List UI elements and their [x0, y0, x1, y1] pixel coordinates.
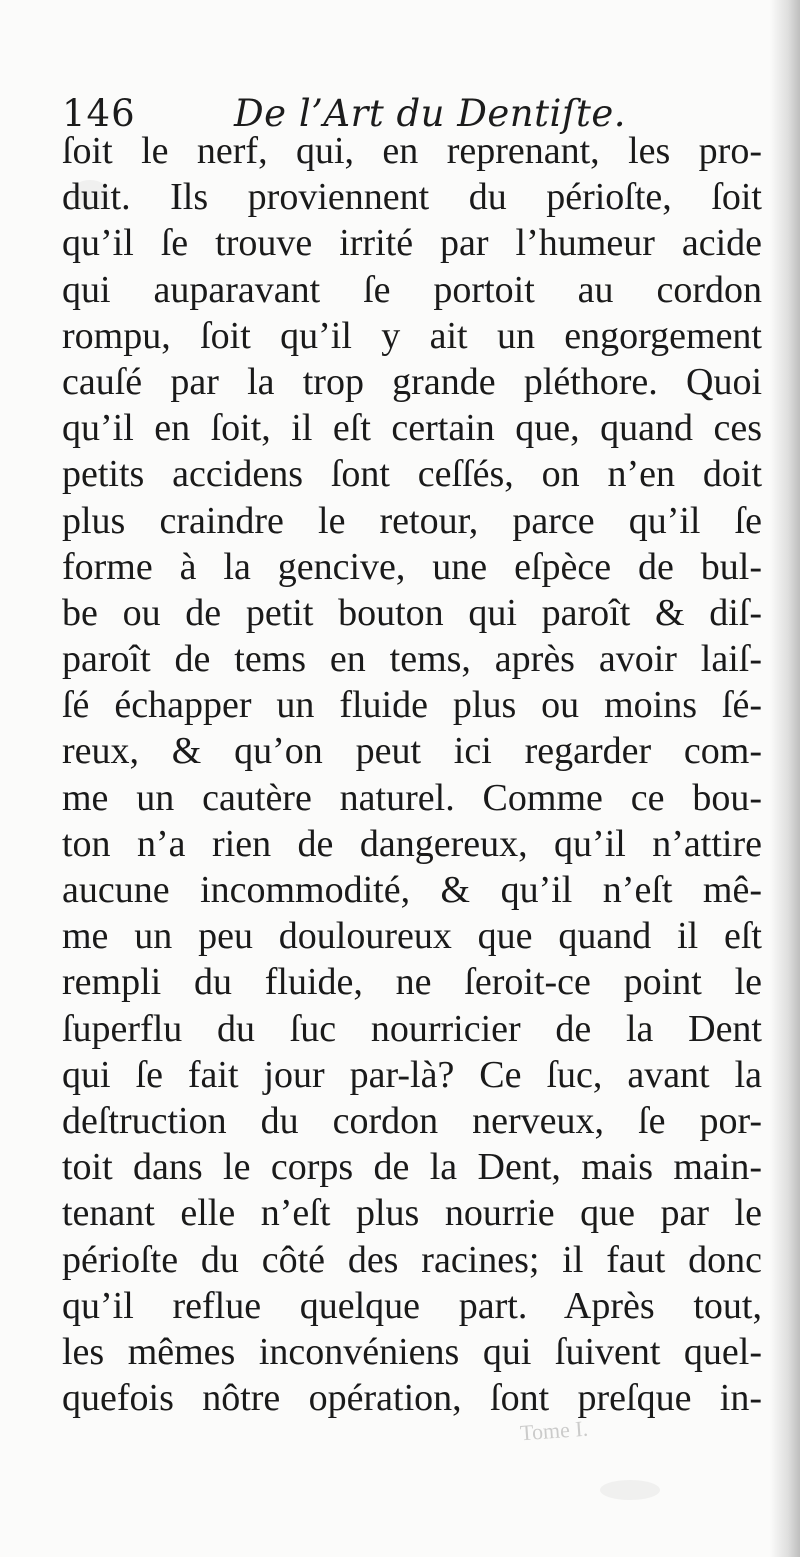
text-line: rempli du fluide, ne ſeroit-ce point le	[62, 961, 762, 1004]
text-line: petits accidens ſont ceſſés, on n’en doit	[62, 453, 762, 496]
text-line: toit dans le corps de la Dent, mais main-	[62, 1146, 762, 1189]
text-line: qu’il reflue quelque part. Après tout,	[62, 1284, 762, 1327]
text-line: me un cautère naturel. Comme ce bou-	[62, 776, 762, 819]
text-line: rompu, ſoit qu’il y ait un engorgement	[62, 314, 762, 357]
text-line: reux, & qu’on peut ici regarder com-	[62, 730, 762, 773]
text-line: duit. Ils proviennent du périoſte, ſoit	[62, 176, 762, 219]
body-text	[62, 128, 762, 1421]
text-line: périoſte du côté des racines; il faut donc	[62, 1238, 762, 1281]
text-line: qu’il ſe trouve irrité par l’humeur acide	[62, 222, 762, 265]
paper-stain	[600, 1480, 660, 1500]
text-line: plus craindre le retour, parce qu’il ſe	[62, 499, 762, 542]
text-line: ſuperflu du ſuc nourricier de la Dent	[62, 1007, 762, 1050]
text-line: aucune incommodité, & qu’il n’eſt mê-	[62, 869, 762, 911]
text-line: les mêmes inconvéniens qui ſuivent quel-	[62, 1330, 762, 1373]
text-line: qu’il en ſoit, il eſt certain que, quand ces	[62, 407, 762, 450]
bleedthrough-text: Tome I.	[519, 1415, 589, 1446]
text-line: deſtruction du cordon nerveux, ſe por-	[62, 1099, 762, 1142]
text-line: forme à la gencive, une eſpèce de bul-	[62, 545, 762, 588]
text-line: me un peu douloureux que quand il eſt	[62, 915, 762, 958]
text-line: ſé échapper un fluide plus ou moins ſé-	[62, 684, 762, 727]
text-line: quefois nôtre opération, ſont preſque in-	[62, 1377, 762, 1420]
running-title: De l’Art du Dentiſte.	[234, 92, 627, 135]
text-line: be ou de petit bouton qui paroît & diſ-	[62, 591, 762, 634]
text-line: qui auparavant ſe portoit au cordon	[62, 268, 762, 311]
text-line: qui ſe fait jour par-là? Ce ſuc, avant la	[62, 1053, 762, 1096]
page-number: 146	[62, 92, 136, 135]
page-edge-shadow	[770, 0, 800, 1557]
text-line: ſoit le nerf, qui, en reprenant, les pro-	[62, 130, 762, 172]
text-line: paroît de tems en tems, après avoir laiſ-	[62, 638, 762, 681]
text-line: cauſé par la trop grande pléthore. Quoi	[62, 360, 762, 403]
text-line: tenant elle n’eſt plus nourrie que par le	[62, 1192, 762, 1235]
text-line: ton n’a rien de dangereux, qu’il n’attire	[62, 822, 762, 865]
